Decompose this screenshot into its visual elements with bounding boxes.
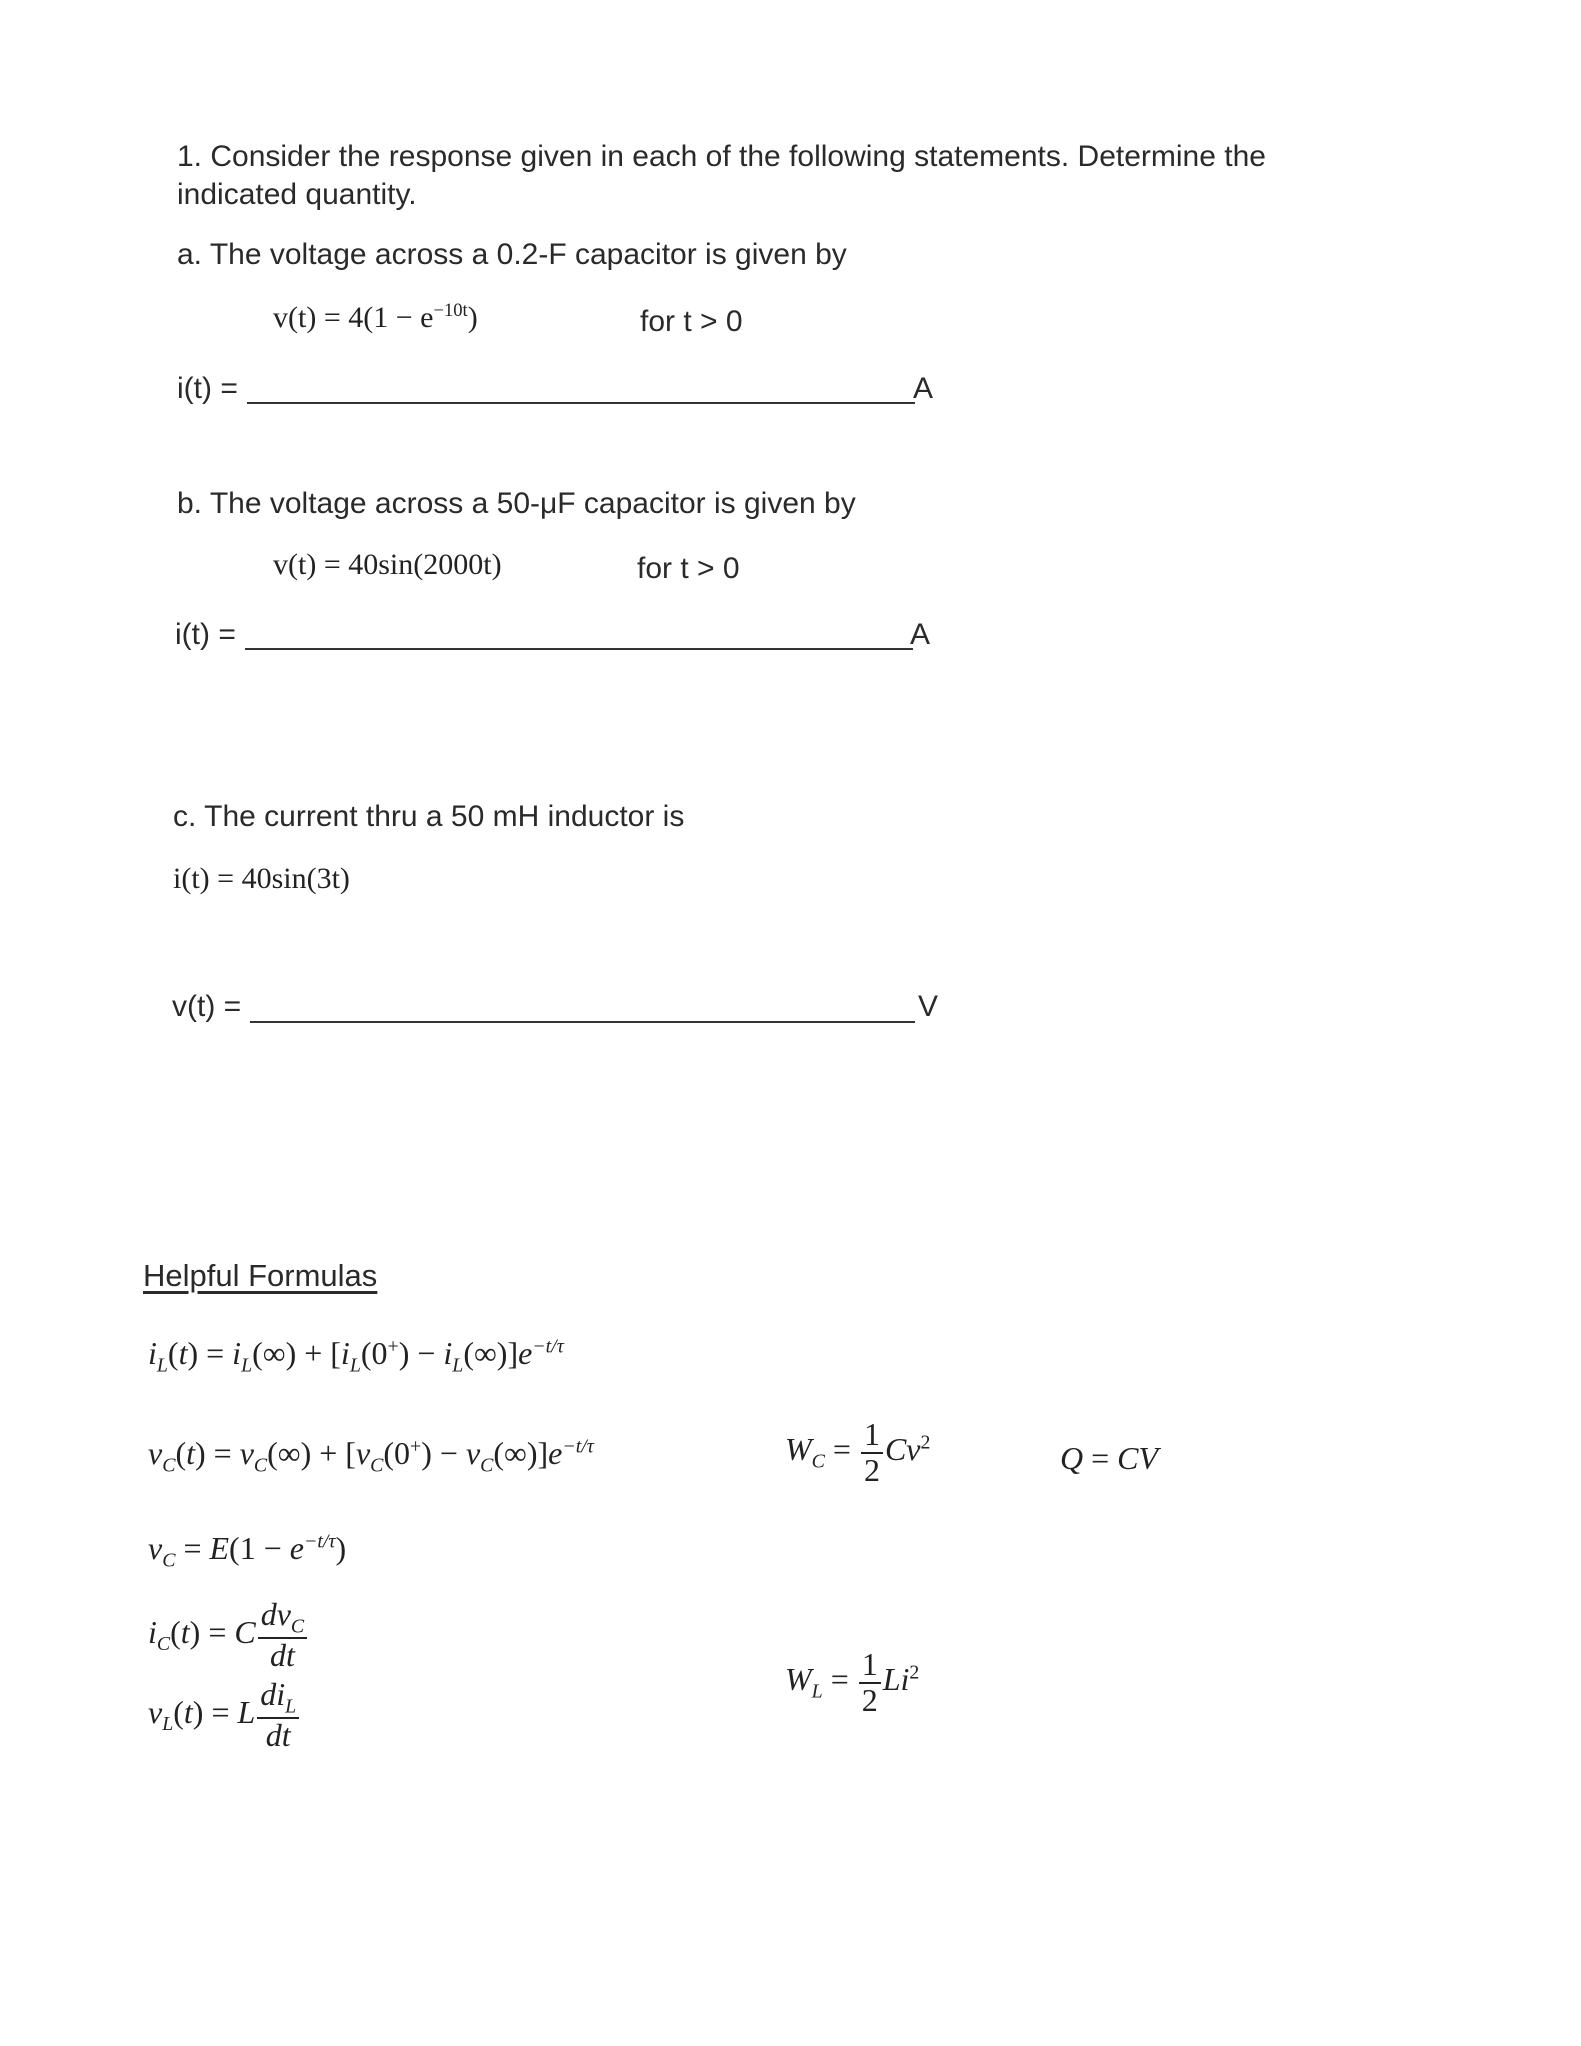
formula-inductor-current-transient: $i_L(t) = i_L(\infty) + [i_L(0^+) - i_L(\infty)]e^{-t/\tau}$ — [148, 1335, 564, 1377]
formula-capacitor-charging: $v_C = E(1 - e^{-t/\tau})$ — [148, 1530, 347, 1572]
part-c-unit: V — [918, 990, 939, 1023]
part-c-answer-label: v(t) = — [172, 990, 242, 1023]
part-b-answer-blank[interactable] — [245, 648, 913, 650]
formula-charge: Q = CV — [1060, 1440, 1159, 1476]
part-b-unit: A — [910, 618, 931, 651]
part-a-condition: for t > 0 — [640, 305, 743, 338]
part-b-condition: for t > 0 — [637, 552, 740, 585]
part-b-answer-label: i(t) = — [175, 618, 236, 651]
part-a-answer-blank[interactable] — [247, 402, 915, 404]
formulas-title: Helpful Formulas — [143, 1258, 378, 1293]
part-c-answer-blank[interactable] — [250, 1021, 915, 1023]
part-a-unit: A — [913, 372, 934, 405]
formula-inductor-energy: $W_L$ = $\frac{1}{2}$ Li$^2$ — [785, 1646, 920, 1718]
part-c-text: c. The current thru a 50 mH inductor is — [173, 800, 685, 833]
part-b-text: b. The voltage across a 50-μF capacitor is given by — [177, 487, 856, 520]
formula-capacitor-current: $i_C(t) = C$ $\frac{dv_C}{dt}$ — [148, 1598, 309, 1673]
formula-inductor-voltage: $v_L(t) = L$ $\frac{di_L}{dt}$ — [148, 1678, 301, 1753]
question-intro-line2: indicated quantity. — [177, 178, 417, 211]
part-b-equation: v(t) = 40sin(2000t) — [273, 548, 502, 581]
formula-capacitor-voltage-transient: $v_C(t) = v_C(\infty) + [v_C(0^+) - v_C(\infty)]e^{-t/\tau}$ — [148, 1435, 594, 1477]
question-intro-line1: 1. Consider the response given in each of the following statements. Determine the — [177, 140, 1266, 173]
part-a-equation: $v(t) = 4(1 - e^{-10t})$ — [273, 300, 478, 334]
formula-capacitor-energy: $W_C$ = $\frac{1}{2}$ Cv$^2$ — [785, 1416, 931, 1488]
part-c-equation: i(t) = 40sin(3t) — [173, 862, 350, 895]
part-a-answer-label: i(t) = — [177, 372, 238, 405]
part-a-text: a. The voltage across a 0.2-F capacitor is given by — [177, 238, 847, 271]
